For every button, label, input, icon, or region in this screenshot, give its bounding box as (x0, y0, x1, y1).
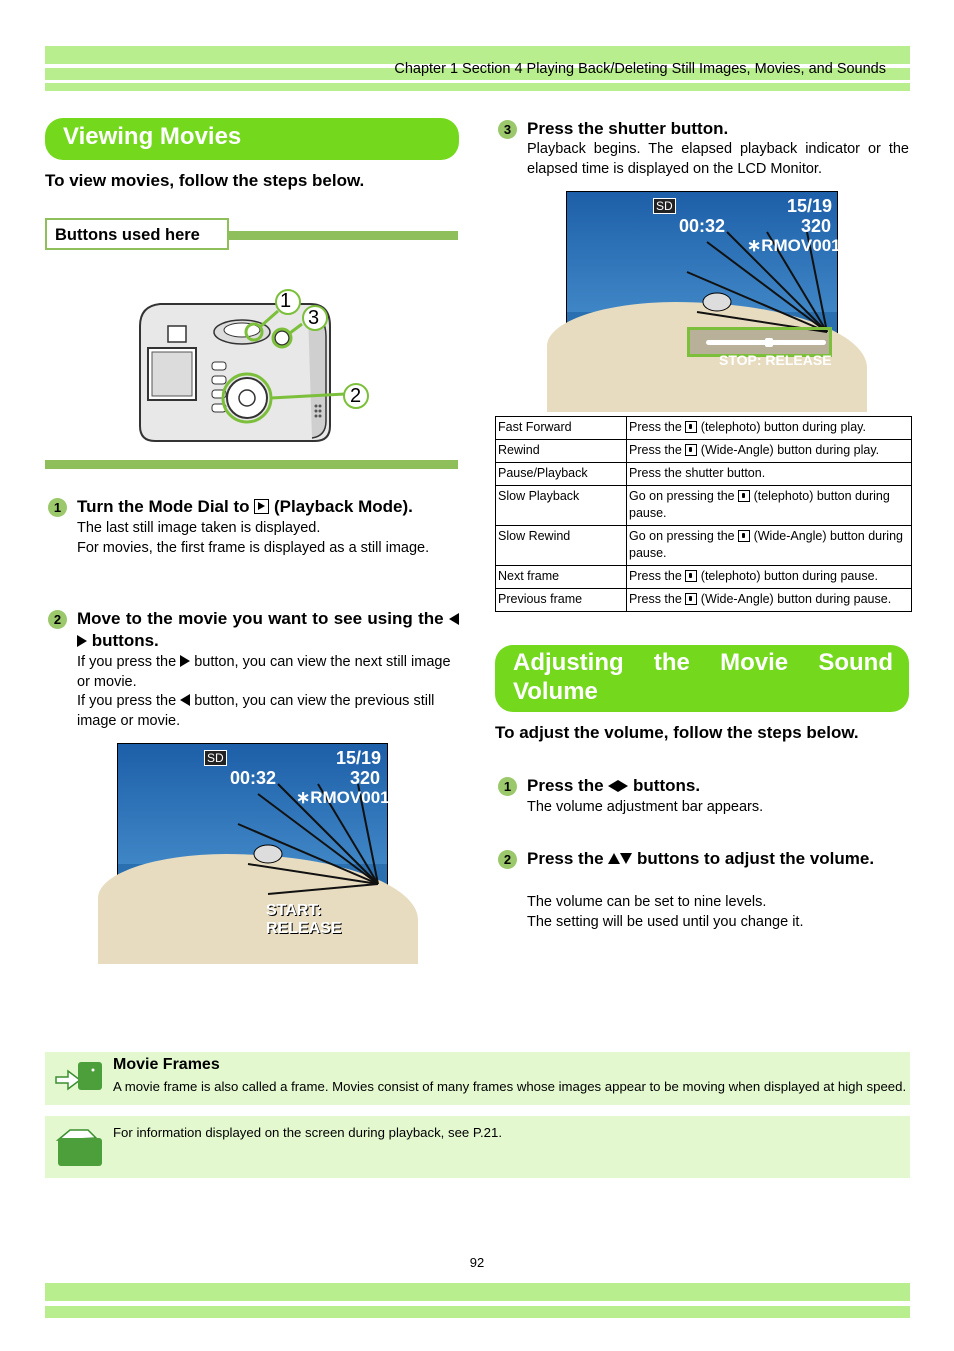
table-row (496, 417, 912, 440)
step-3-badge: 3 (498, 120, 517, 139)
resolution: 320 (801, 216, 832, 236)
operation-description: Press the (telephoto) button during pause. (627, 566, 912, 589)
operation-label: Fast Forward (496, 417, 627, 440)
footer-band-top (45, 1283, 910, 1301)
operation-label: Next frame (496, 566, 627, 589)
table-row (496, 526, 912, 566)
buttons-used-label: Buttons used here (55, 226, 200, 244)
chapter-header: Chapter 1 Section 4 Playing Back/Deleting Still Images, Movies, and Sounds (394, 61, 886, 77)
playback-mode-icon (254, 499, 269, 514)
left-button-icon (180, 694, 190, 706)
step-2-title: Move to the movie you want to see using the buttons. (77, 608, 459, 652)
lcd-caption: STOP: RELEASE (719, 352, 832, 368)
step-3-text: Playback begins. The elapsed playback indicator or the elapsed time is displayed on the LCD Monitor. (527, 141, 909, 177)
volume-step-2-text: The volume can be set to nine levels. The setting will be used until you change it. (527, 894, 804, 930)
volume-step-1-text: The volume adjustment bar appears. (527, 799, 764, 815)
step-2-badge: 2 (48, 610, 67, 629)
volume-step-1-title: Press the buttons. (527, 776, 701, 795)
step-3-title: Press the shutter button. (527, 119, 729, 138)
wide-angle-icon (738, 530, 750, 542)
operation-description: Go on pressing the (telephoto) button during pause. (627, 486, 912, 526)
right-button-icon (180, 655, 190, 667)
file-name: ∗RMOV0015 (296, 788, 400, 807)
resolution: 320 (350, 768, 381, 788)
operation-description: Press the (telephoto) button during play. (627, 417, 912, 440)
section-title-pill (45, 118, 459, 160)
elapsed-time: 00:32 (679, 216, 726, 236)
reference-folder-icon (56, 1124, 104, 1168)
callout-3: 3 (308, 307, 320, 329)
operation-label: Rewind (496, 440, 627, 463)
operation-description: Press the (Wide-Angle) button during pause. (627, 589, 912, 612)
telephoto-icon (738, 490, 750, 502)
table-row (496, 463, 912, 486)
table-row (496, 440, 912, 463)
footer-band-bottom (45, 1306, 910, 1318)
elapsed-time: 00:32 (230, 768, 277, 788)
volume-step-1-badge: 1 (498, 777, 517, 796)
volume-step-2-title: Press the buttons to adjust the volume. (527, 849, 875, 868)
buttons-used-box (45, 218, 229, 250)
step-1-text: The last still image taken is displayed. For movies, the first frame is displayed as a still image. (77, 520, 430, 556)
sd-indicator: SD (204, 750, 227, 766)
step-2-text: If you press the button, you can view the next still image or movie. If you press the button, you can view the previous still image or movie. (77, 654, 451, 729)
wide-angle-icon (685, 593, 697, 605)
step-1-badge: 1 (48, 498, 67, 517)
file-name: ∗RMOV0015 (747, 236, 851, 255)
section-divider (45, 460, 458, 469)
operation-description: Go on pressing the (Wide-Angle) button during pause. (627, 526, 912, 566)
intro-text: To view movies, follow the steps below. (45, 171, 365, 190)
operation-label: Slow Playback (496, 486, 627, 526)
volume-section-title: Adjusting the Movie Sound Volume (513, 649, 893, 705)
telephoto-icon (685, 421, 697, 433)
volume-step-2-badge: 2 (498, 850, 517, 869)
table-row (496, 566, 912, 589)
reference-box (45, 1116, 910, 1178)
wide-angle-icon (685, 444, 697, 456)
table-row (496, 589, 912, 612)
note-text: A movie frame is also called a frame. Movies consist of many frames whose images appear to be moving when displayed at high speed. (113, 1079, 907, 1094)
lcd-caption: START: RELEASE (266, 902, 342, 937)
section-title: Viewing Movies (63, 123, 242, 150)
memo-icon (54, 1060, 106, 1094)
volume-title-pill (495, 645, 909, 712)
step-1-title: Turn the Mode Dial to (Playback Mode). (77, 497, 413, 516)
playback-operations-table (495, 416, 912, 612)
note-title: Movie Frames (113, 1056, 220, 1073)
telephoto-icon (685, 570, 697, 582)
operation-description: Press the (Wide-Angle) button during play. (627, 440, 912, 463)
operation-label: Previous frame (496, 589, 627, 612)
frame-counter: 15/19 (787, 196, 833, 216)
camera-illustration (130, 286, 380, 446)
sd-indicator: SD (653, 198, 676, 214)
left-right-buttons-icon (608, 776, 628, 795)
reference-text: For information displayed on the screen during playback, see P.21. (113, 1125, 503, 1140)
callout-1: 1 (280, 290, 292, 312)
frame-counter: 15/19 (336, 748, 382, 768)
table-row (496, 486, 912, 526)
up-down-buttons-icon (608, 849, 632, 868)
operation-label: Pause/Playback (496, 463, 627, 486)
lcd-screenshot-paused (117, 743, 400, 937)
volume-intro: To adjust the volume, follow the steps below. (495, 723, 859, 742)
note-box (45, 1052, 910, 1105)
operation-label: Slow Rewind (496, 526, 627, 566)
callout-2: 2 (350, 385, 362, 407)
operation-description: Press the shutter button. (627, 463, 912, 486)
header-band-bottom (45, 83, 910, 91)
page-number: 92 (469, 1255, 485, 1270)
lcd-screenshot-playing (566, 191, 851, 374)
